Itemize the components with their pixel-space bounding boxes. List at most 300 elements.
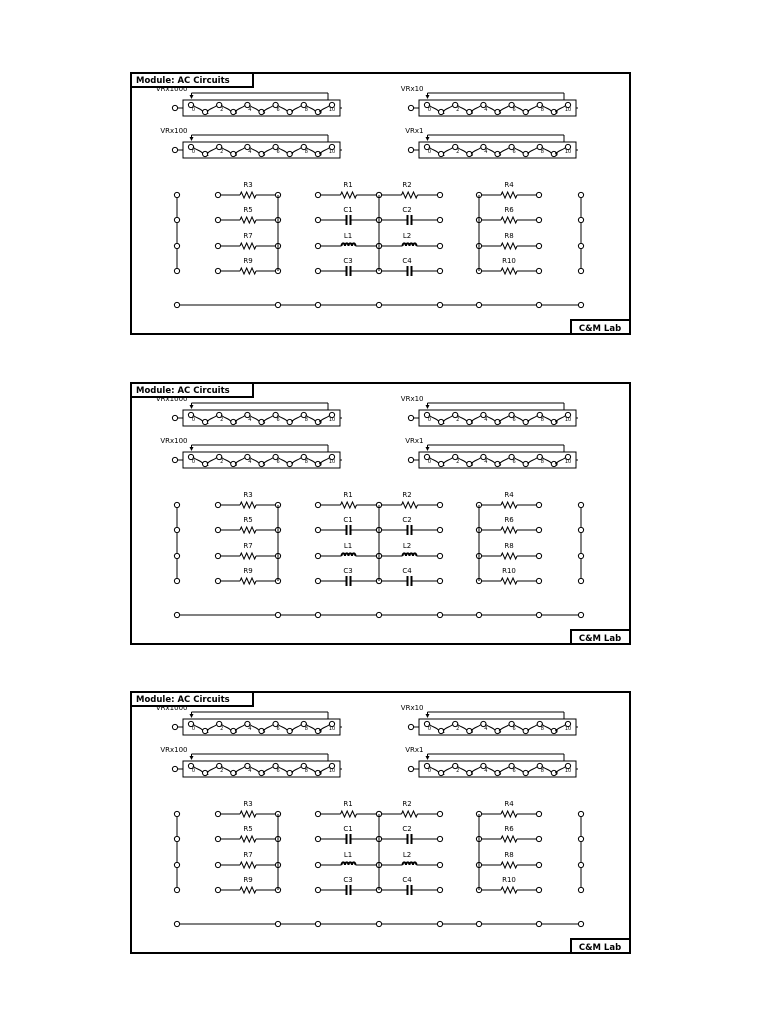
decade-digit: 3 [234,771,238,777]
decade-digit: 6 [276,726,280,732]
terminal [174,887,179,892]
terminal [408,105,413,110]
resistor-zigzag [501,811,517,817]
terminal [215,217,220,222]
decade-digit: 4 [484,459,488,465]
decade-digit: 10 [564,726,572,732]
terminal [578,268,583,273]
decade-label: VRx1000 [155,395,188,403]
resistor-symbol [215,862,280,868]
terminal [408,415,413,420]
capacitor-symbol [376,834,442,844]
terminal [315,192,320,197]
terminal [536,887,541,892]
resistor-symbol [476,217,541,223]
footer-label: C&M Lab [578,324,622,334]
inductor-symbol [376,553,442,558]
decade-digit: 4 [248,726,252,732]
decade-digit: 2 [220,149,224,155]
terminal [315,527,320,532]
terminal [476,921,481,926]
resistor-symbol [476,553,541,559]
capacitor-label: C1 [343,516,353,524]
terminal [408,147,413,152]
terminal [315,612,320,617]
decade-digit: 4 [248,417,252,423]
footer-label: C&M Lab [578,634,622,644]
decade-digit: 1 [206,771,210,777]
decade-digit: 3 [470,420,474,426]
decade-digit: 3 [470,771,474,777]
decade-digit: 8 [304,459,308,465]
module-panel [131,692,630,953]
terminal [215,811,220,816]
decade-digit: 3 [470,152,474,158]
decade-digit: 0 [427,726,432,732]
decade-digit: 6 [276,459,280,465]
decade-digit: 8 [304,768,308,774]
terminal [476,302,481,307]
resistor-zigzag [240,192,256,198]
capacitor-label: C3 [343,567,353,575]
decade-digit: 7 [526,110,530,116]
terminal [315,553,320,558]
inductor-symbol [315,243,381,248]
terminal [578,836,583,841]
terminal [315,217,320,222]
terminal [174,502,179,507]
resistor-label: R9 [243,876,253,884]
resistor-zigzag [240,836,256,842]
decade-digit: 4 [484,726,488,732]
resistor-label: R9 [243,567,253,575]
inductor-coil [403,243,417,246]
decade-digit: 3 [470,110,474,116]
decade-digit: 5 [262,771,266,777]
resistor-symbol [215,578,280,584]
capacitor-symbol [376,885,442,895]
resistor-symbol [315,192,381,198]
terminal [172,724,177,729]
decade-digit: 10 [564,768,572,774]
decade-digit: 8 [540,149,544,155]
terminal [408,457,413,462]
terminal [437,836,442,841]
decade-digit: 4 [484,107,488,113]
decade-digit: 1 [206,462,210,468]
terminal [578,243,583,248]
inductor-label: L2 [402,232,412,240]
decade-box [160,437,342,468]
terminal [315,502,320,507]
terminal [536,268,541,273]
decade-box [156,704,342,735]
decade-digit: 10 [328,417,336,423]
terminal [578,887,583,892]
resistor-zigzag [501,243,517,249]
resistor-zigzag [240,243,256,249]
terminal [536,612,541,617]
terminal [437,921,442,926]
decade-digit: 9 [318,152,322,158]
capacitor-label: C4 [402,257,412,265]
terminal [174,217,179,222]
decade-digit: 5 [262,462,266,468]
decade-digit: 8 [540,459,544,465]
decade-digit: 1 [442,462,446,468]
terminal [315,862,320,867]
decade-digit: 0 [427,107,432,113]
terminal [578,612,583,617]
decade-digit: 0 [191,726,196,732]
decade-digit: 10 [564,107,572,113]
resistor-symbol [476,192,541,198]
decade-digit: 1 [206,152,210,158]
inductor-label: L1 [343,542,353,550]
resistor-zigzag [501,553,517,559]
terminal [437,862,442,867]
terminal [315,921,320,926]
terminal [437,243,442,248]
decade-digit: 5 [498,462,502,468]
resistor-zigzag [402,192,418,198]
resistor-zigzag [402,811,418,817]
decade-digit: 4 [248,149,252,155]
decade-digit: 1 [442,110,446,116]
resistor-zigzag [240,553,256,559]
decade-box [401,395,578,426]
terminal [437,527,442,532]
decade-digit: 6 [512,107,516,113]
resistor-zigzag [240,268,256,274]
resistor-label: R1 [343,181,353,189]
resistor-label: R10 [502,257,516,265]
resistor-symbol [476,811,541,817]
terminal [536,862,541,867]
resistor-label: R7 [243,851,253,859]
inductor-label: L1 [343,851,353,859]
decade-label: VRx1 [405,127,424,135]
resistor-zigzag [501,268,517,274]
resistor-label: R8 [504,851,514,859]
resistor-label: R4 [504,181,514,189]
terminal [437,612,442,617]
decade-digit: 2 [456,417,460,423]
resistor-label: R8 [504,542,514,550]
decade-digit: 2 [220,459,224,465]
terminal [215,243,220,248]
resistor-zigzag [240,887,256,893]
terminal [376,612,381,617]
terminal [437,578,442,583]
terminal [578,862,583,867]
resistor-label: R5 [243,206,253,214]
decade-digit: 5 [262,152,266,158]
resistor-symbol [476,527,541,533]
resistor-zigzag [501,578,517,584]
resistor-symbol [376,502,442,508]
resistor-label: R5 [243,825,253,833]
decade-digit: 9 [318,110,322,116]
terminal [215,887,220,892]
terminal [578,192,583,197]
decade-box [160,746,342,777]
inductor-coil [403,553,417,556]
decade-digit: 9 [318,729,322,735]
resistor-symbol [476,243,541,249]
decade-digit: 9 [554,729,558,735]
module-title: Module: AC Circuits [136,76,230,86]
decade-digit: 8 [540,107,544,113]
capacitor-symbol [376,576,442,586]
terminal [536,527,541,532]
decade-digit: 7 [290,462,294,468]
decade-digit: 10 [328,726,336,732]
resistor-symbol [215,527,280,533]
resistor-symbol [315,502,381,508]
resistor-zigzag [501,862,517,868]
terminal [578,502,583,507]
decade-digit: 9 [554,462,558,468]
capacitor-label: C2 [402,516,412,524]
terminal [174,302,179,307]
decade-digit: 1 [206,729,210,735]
terminal [315,268,320,273]
terminal [174,578,179,583]
decade-digit: 3 [234,462,238,468]
inductor-label: L2 [402,542,412,550]
decade-digit: 0 [427,459,432,465]
resistor-label: R4 [504,491,514,499]
inductor-coil [342,243,356,246]
decade-box [160,127,342,158]
terminal [174,527,179,532]
resistor-symbol [476,887,541,893]
terminal [172,415,177,420]
decade-digit: 3 [234,152,238,158]
resistor-symbol [215,553,280,559]
decade-digit: 0 [427,768,432,774]
decade-digit: 1 [442,420,446,426]
decade-digit: 10 [328,459,336,465]
decade-digit: 4 [484,768,488,774]
resistor-zigzag [240,527,256,533]
decade-digit: 6 [512,149,516,155]
terminal [536,502,541,507]
decade-digit: 2 [456,768,460,774]
decade-digit: 5 [498,152,502,158]
decade-digit: 4 [248,459,252,465]
decade-digit: 8 [540,417,544,423]
decade-box [401,85,578,116]
decade-digit: 6 [276,107,280,113]
terminal [315,243,320,248]
module-title: Module: AC Circuits [136,695,230,705]
decade-digit: 4 [248,107,252,113]
resistor-label: R9 [243,257,253,265]
decade-digit: 7 [526,729,530,735]
resistor-label: R3 [243,181,253,189]
resistor-zigzag [501,527,517,533]
terminal [578,553,583,558]
decade-digit: 9 [318,462,322,468]
decade-digit: 6 [512,726,516,732]
resistor-zigzag [501,192,517,198]
resistor-label: R2 [402,800,412,808]
terminal [174,553,179,558]
terminal [174,268,179,273]
decade-digit: 10 [328,149,336,155]
decade-digit: 1 [442,771,446,777]
decade-digit: 3 [234,110,238,116]
capacitor-label: C1 [343,206,353,214]
resistor-label: R6 [504,206,514,214]
inductor-coil [403,862,417,865]
terminal [215,836,220,841]
decade-digit: 1 [442,729,446,735]
capacitor-symbol [315,266,381,276]
resistor-label: R2 [402,181,412,189]
terminal [578,921,583,926]
terminal [172,147,177,152]
capacitor-symbol [315,834,381,844]
inductor-coil [342,862,356,865]
resistor-label: R1 [343,800,353,808]
terminal [172,105,177,110]
terminal [215,268,220,273]
capacitor-symbol [376,525,442,535]
resistor-zigzag [501,836,517,842]
capacitor-symbol [315,885,381,895]
decade-digit: 7 [526,771,530,777]
capacitor-label: C1 [343,825,353,833]
inductor-symbol [315,553,381,558]
decade-digit: 10 [564,417,572,423]
capacitor-label: C4 [402,876,412,884]
decade-label: VRx1000 [155,704,188,712]
resistor-symbol [215,217,280,223]
terminal [437,553,442,558]
resistor-symbol [376,811,442,817]
decade-digit: 4 [248,768,252,774]
terminal [578,217,583,222]
resistor-symbol [476,578,541,584]
decade-digit: 0 [191,149,196,155]
decade-digit: 8 [304,149,308,155]
decade-digit: 6 [512,768,516,774]
resistor-symbol [476,502,541,508]
decade-digit: 9 [554,152,558,158]
decade-digit: 2 [220,726,224,732]
decade-digit: 7 [290,110,294,116]
resistor-label: R4 [504,800,514,808]
decade-label: VRx1000 [155,85,188,93]
decade-digit: 0 [191,768,196,774]
terminal [437,502,442,507]
decade-digit: 7 [290,729,294,735]
resistor-label: R1 [343,491,353,499]
decade-digit: 5 [262,420,266,426]
terminal [174,862,179,867]
terminal [174,921,179,926]
terminal [536,243,541,248]
terminal [578,527,583,532]
resistor-label: R10 [502,876,516,884]
decade-digit: 2 [456,459,460,465]
terminal [172,457,177,462]
terminal [275,921,280,926]
decade-label: VRx10 [400,704,424,712]
decade-digit: 2 [456,149,460,155]
terminal [174,192,179,197]
decade-label: VRx1 [405,746,424,754]
decade-box [405,127,578,158]
decade-box [405,437,578,468]
capacitor-label: C2 [402,206,412,214]
terminal [315,302,320,307]
decade-digit: 3 [470,729,474,735]
terminal [536,217,541,222]
decade-digit: 9 [554,420,558,426]
decade-digit: 6 [512,459,516,465]
decade-label: VRx10 [400,85,424,93]
decade-label: VRx10 [400,395,424,403]
decade-digit: 7 [290,152,294,158]
decade-label: VRx100 [160,437,188,445]
capacitor-symbol [315,576,381,586]
resistor-label: R10 [502,567,516,575]
decade-digit: 2 [456,726,460,732]
terminal [476,612,481,617]
resistor-zigzag [341,192,357,198]
decade-digit: 10 [328,107,336,113]
resistor-zigzag [402,502,418,508]
decade-digit: 3 [234,729,238,735]
terminal [215,502,220,507]
terminal [315,887,320,892]
decade-label: VRx1 [405,437,424,445]
terminal [315,578,320,583]
resistor-zigzag [341,811,357,817]
terminal [215,553,220,558]
terminal [215,578,220,583]
decade-digit: 0 [427,417,432,423]
decade-digit: 5 [498,110,502,116]
decade-digit: 10 [564,149,572,155]
decade-digit: 5 [498,420,502,426]
terminal [437,217,442,222]
decade-digit: 0 [191,459,196,465]
decade-digit: 9 [554,771,558,777]
resistor-label: R7 [243,542,253,550]
terminal [408,766,413,771]
terminal [174,612,179,617]
decade-digit: 4 [484,417,488,423]
resistor-symbol [215,887,280,893]
decade-digit: 3 [470,462,474,468]
terminal [578,811,583,816]
decade-digit: 2 [220,417,224,423]
terminal [536,836,541,841]
resistor-label: R7 [243,232,253,240]
inductor-label: L1 [343,232,353,240]
resistor-symbol [476,862,541,868]
decade-digit: 9 [318,420,322,426]
terminal [437,268,442,273]
resistor-label: R3 [243,800,253,808]
inductor-symbol [376,862,442,867]
resistor-symbol [476,268,541,274]
